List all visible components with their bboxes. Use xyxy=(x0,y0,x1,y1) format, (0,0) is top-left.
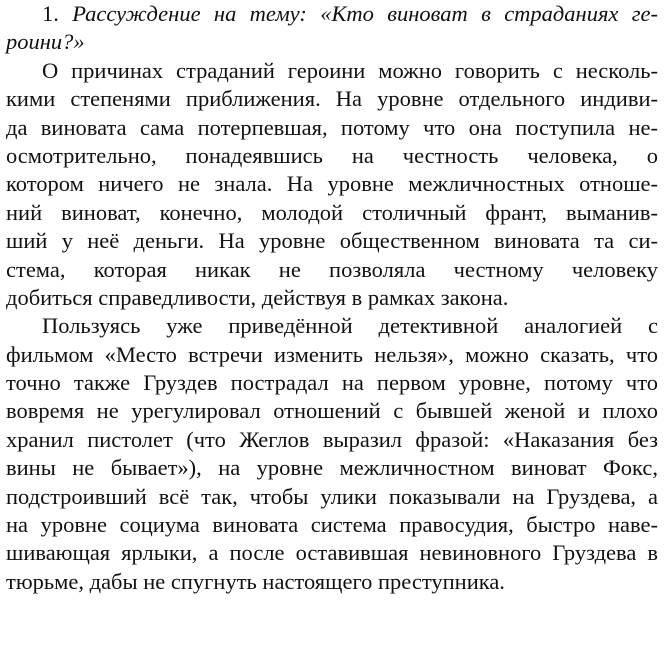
paragraph-line: ший у неё деньги. На уровне общественном виновата та си- xyxy=(6,228,658,254)
paragraph-line: ний виноват, конечно, молодой столичный франт, выманив- xyxy=(6,199,658,225)
paragraph-line: хранил пистолет (что Жеглов выразил фразой: «Наказания без xyxy=(6,426,658,452)
essay-heading xyxy=(6,0,658,28)
paragraph-2 xyxy=(6,312,658,596)
paragraph-line: котором ничего не знала. На уровне межличностных отноше- xyxy=(6,171,658,197)
paragraph-line: да виновата сама потерпевшая, потому что она поступила не- xyxy=(6,114,658,140)
heading-title: Рассуждение на тему: «Кто виноват в страданиях ге- xyxy=(72,1,659,26)
paragraph-1 xyxy=(6,57,658,313)
heading-title-continuation: роини?» xyxy=(6,29,85,55)
paragraph-line: точно также Груздев пострадал на первом уровне, потому что xyxy=(6,370,658,396)
heading-number: 1. xyxy=(42,1,59,26)
paragraph-line: тюрьме, дабы не спугнуть настоящего преступника. xyxy=(6,568,505,594)
paragraph-line: вовремя не урегулировал отношений с бывшей женой и плохо xyxy=(6,398,658,424)
paragraph-line: фильмом «Место встречи изменить нельзя», можно сказать, что xyxy=(6,341,658,367)
paragraph-line: кими степенями приближения. На уровне отдельного индиви- xyxy=(6,86,658,112)
paragraph-line: О причинах страданий героини можно говорить с несколь- xyxy=(42,57,658,83)
paragraph-line: осмотрительно, понадеявшись на честность человека, о xyxy=(6,142,658,168)
paragraph-line: на уровне социума виновата система правосудия, быстро наве- xyxy=(6,512,658,538)
paragraph-line: стема, которая никак не позволяла честному человеку xyxy=(6,256,658,282)
paragraph-line: добиться справедливости, действуя в рамках закона. xyxy=(6,284,509,310)
paragraph-line: Пользуясь уже приведённой детективной аналогией с xyxy=(42,313,658,339)
paragraph-line: подстроивший всё так, чтобы улики показывали на Груздева, а xyxy=(6,483,658,509)
paragraph-line: шивающая ярлыки, а после оставившая невиновного Груздева в xyxy=(6,540,658,566)
paragraph-line: вины не бывает»), на уровне межличностном виноват Фокс, xyxy=(6,455,658,481)
